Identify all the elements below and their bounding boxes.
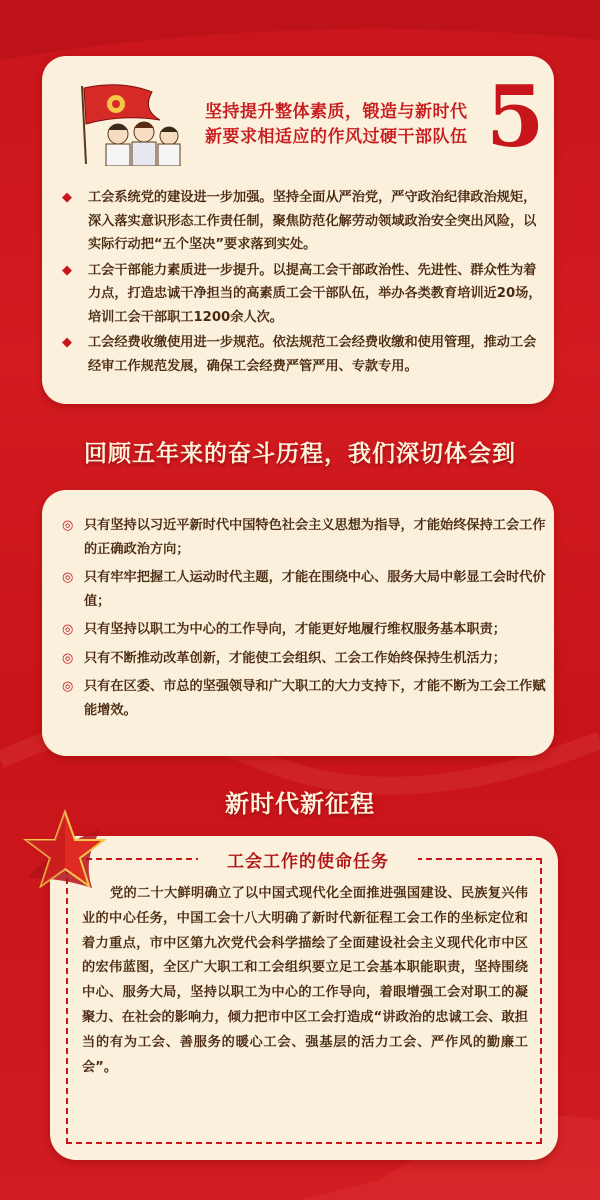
list-item: ◆ 工会经费收缴使用进一步规范。依法规范工会经费收缴和使用管理，推动工会经审工作规范发展，确保工会经费严管严用、专款专用。 [62, 331, 542, 378]
red-star-icon [22, 808, 108, 900]
list-item: ◎ 只有在区委、市总的坚强领导和广大职工的大力支持下，才能不断为工会工作赋能增效。 [62, 675, 546, 722]
achievement-list [62, 186, 542, 380]
list-item: ◎ 只有牢牢把握工人运动时代主题，才能在围绕中心、服务大局中彰显工会时代价值； [62, 566, 546, 613]
section1-heading-line1: 坚持提升整体素质，锻造与新时代 [205, 102, 468, 122]
ring-bullet-icon: ◎ [62, 570, 74, 585]
mission-text: 党的二十大鲜明确立了以中国式现代化全面推进强国建设、民族复兴伟业的中心任务，中国工会十八大明确了新时代新征程工会工作的坐标定位和着力重点，市中区第九次党代会科学描绘了全面建设社会主义现代化市中区的宏伟蓝图，全区广大职工和工会组织要立足工会基本职能职责，坚持围绕中心、服务大局，坚持以职工为中心的工作导向，着眼增强工会对职工的凝聚力、在社会的影响力，倾力把市中区工会打造成“讲政治的忠诚工会、敢担当的有为工会、善服务的暖心工会、强基层的活力工会、严作风的勤廉工会”。 [82, 886, 528, 1075]
experience-list [62, 514, 546, 727]
diamond-bullet-icon: ◆ [62, 190, 72, 205]
mission-title: 工会工作的使命任务 [198, 847, 418, 872]
ring-bullet-icon: ◎ [62, 622, 74, 637]
ring-bullet-icon: ◎ [62, 679, 74, 694]
list-item: ◎ 只有坚持以职工为中心的工作导向，才能更好地履行维权服务基本职责； [62, 618, 546, 642]
list-item: ◎ 只有坚持以习近平新时代中国特色社会主义思想为指导，才能始终保持工会工作的正确政治方向； [62, 514, 546, 561]
union-flag-illustration [72, 80, 192, 166]
diamond-bullet-icon: ◆ [62, 262, 72, 278]
section1-heading [205, 100, 485, 150]
section1-heading-line2: 新要求相适应的作风过硬干部队伍 [205, 127, 468, 147]
ring-bullet-icon: ◎ [62, 518, 74, 533]
list-item: ◆ 工会干部能力素质进一步提升。以提高工会干部政治性、先进性、群众性为着力点，打造忠诚干净担当的高素质工会干部队伍，举办各类教育培训近20场，培训工会干部职工1200余人次。 [62, 259, 542, 330]
review-title: 回顾五年来的奋斗历程，我们深切体会到 [84, 441, 516, 467]
section-number: 5 [486, 67, 545, 166]
list-item: ◎ 只有不断推动改革创新，才能使工会组织、工会工作始终保持生机活力； [62, 647, 546, 671]
diamond-bullet-icon: ◆ [62, 335, 72, 350]
new-era-title: 新时代新征程 [225, 790, 375, 818]
ring-bullet-icon: ◎ [62, 650, 74, 666]
list-item: ◆ 工会系统党的建设进一步加强。坚持全面从严治党，严守政治纪律政治规矩，深入落实意识形态工作责任制，聚焦防范化解劳动领域政治安全突出风险，以实际行动把“五个坚决”要求落到实处。 [62, 186, 542, 257]
